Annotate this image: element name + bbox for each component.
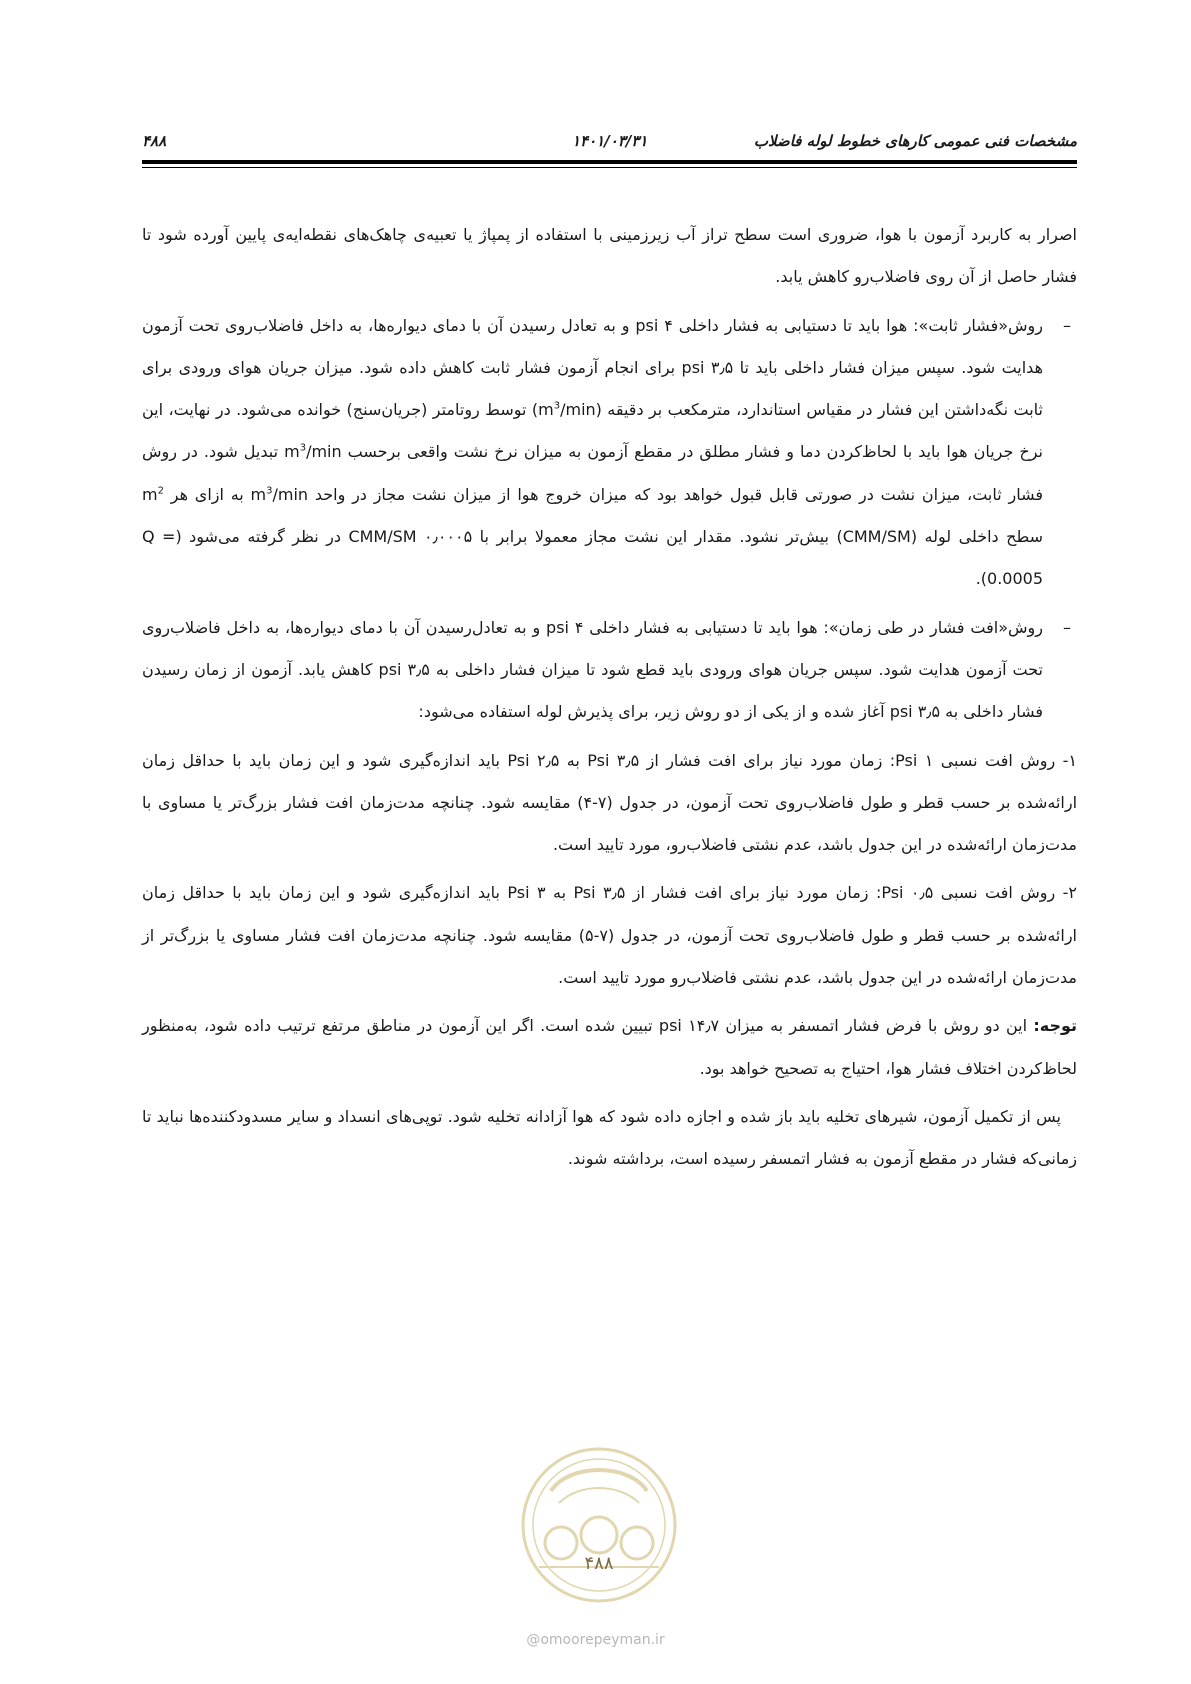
method-2: ۲- روش افت نسبی Psi ۰٫۵: زمان مورد نیاز برای افت فشار از Psi ۳٫۵ به Psi ۳ باید اندازه‌گیری شود و این زمان باید با حداقل زمان ارائه‌شده بر حسب قطر و طول فاضلاب‌روی تحت آزمون، در جدول (۷-۵) مقایسه شود. چنانچه مدت‌زمان افت فشار مساوی یا بزرگ‌تر از مدت‌زمان ارائه‌شده در این جدول باشد، عدم نشتی فاضلاب‌رو مورد تایید است. xyxy=(142,883,1078,988)
method-1: ۱- روش افت نسبی Psi ۱: زمان مورد نیاز برای افت فشار از Psi ۳٫۵ به Psi ۲٫۵ باید اندازه‌گیری شود و این زمان باید با حداقل زمان ارائه‌شده بر حسب قطر و طول فاضلاب‌روی تحت آزمون، در جدول (۷-۴) مقایسه شود. چنانچه مدت‌زمان افت فشار بزرگ‌تر یا مساوی با مدت‌زمان ارائه‌شده در این جدول باشد، عدم نشتی فاضلاب‌رو، مورد تایید است. xyxy=(142,750,1078,855)
note-label: توجه: xyxy=(1033,1016,1078,1036)
bullet-dash: – xyxy=(1063,617,1071,637)
bullet-dash: – xyxy=(1063,315,1071,335)
bullet-pressure-drop xyxy=(142,607,1077,734)
page-header xyxy=(142,128,1077,158)
paragraph-intro: اصرار به کاربرد آزمون با هوا، ضروری است سطح تراز آب زیرزمینی با استفاده از پمپاژ یا تعبیه‌ی چاهک‌های نقطه‌ایه‌ی پایین آورده شود تا فشار حاصل از آن روی فاضلاب‌رو کاهش یابد. xyxy=(142,225,1077,287)
seal-page-number: ۴۸۸ xyxy=(584,1553,614,1574)
paragraph-final: پس از تکمیل آزمون، شیرهای تخلیه باید باز شده و اجازه داده شود که هوا آزادانه تخلیه شود. توپی‌های انسداد و سایر مسدودکننده‌ها نباید تا زمانی‌که فشار در مقطع آزمون به فشار اتمسفر رسیده است، برداشته شوند. xyxy=(142,1106,1077,1169)
bullet-constant-pressure xyxy=(142,305,1077,601)
header-date: ۱۴۰۱/۰۳/۳۱ xyxy=(572,132,648,150)
body-text xyxy=(142,214,1077,1187)
bullet-constant-pressure-text: روش«فشار ثابت»: هوا باید تا دستیابی به فشار داخلی psi ۴ و به تعادل رسیدن آن با دمای دیواره‌ها، به داخل فاضلاب‌روی تحت آزمون هدایت شود. سپس میزان فشار داخلی باید تا psi ۳٫۵ برای انجام آزمون فشار ثابت کاهش داده شود. میزان جریان هوای ورودی برای ثابت نگه‌داشتن این فشار در مقیاس استاندارد، مترمکعب بر دقیقه $(m^3/\min)$ توسط روتامتر (جریان‌سنج) خوانده می‌شود. در نهایت، این نرخ جریان هوا باید با لحاظ‌کردن دما و فشار مطلق در مقطع آزمون به میزان نرخ نشت واقعی برحسب $m^3/\min$ تبدیل شود. در روش فشار ثابت، میزان نشت در صورتی قابل قبول خواهد بود که میزان خروج هوا از میزان نشت مجاز در واحد $m^3/\min$ به ازای هر $m^2$ سطح داخلی لوله (CMM/SM) بیش‌تر نشود. مقدار این نشت مجاز معمولا برابر با CMM/SM ۰٫۰۰۰۵ در نظر گرفته می‌شود (Q = 0.0005). xyxy=(142,315,1044,589)
note-text: این دو روش با فرض فشار اتمسفر به میزان psi ۱۴٫۷ تبیین شده است. اگر این آزمون در مناطق مرتفع ترتیب داده شود، به‌منظور لحاظ‌کردن اختلاف فشار هوا، احتیاج به تصحیح خواهد بود. xyxy=(142,1016,1077,1078)
bullet-pressure-drop-text: روش«افت فشار در طی زمان»: هوا باید تا دستیابی به فشار داخلی psi ۴ و به تعادل‌رسیدن آن با دمای دیواره‌ها، به داخل فاضلاب‌روی تحت آزمون هدایت شود. سپس جریان هوای ورودی باید قطع شود تا میزان فشار داخلی به psi ۳٫۵ کاهش یابد. آزمون از زمان رسیدن فشار داخلی به psi ۳٫۵ آغاز شده و از یکی از دو روش زیر، برای پذیرش لوله استفاده می‌شود: xyxy=(142,617,1044,722)
header-title: مشخصات فنی عمومی کارهای خطوط لوله فاضلاب xyxy=(753,132,1077,150)
footer-website: @omoorepeyman.ir xyxy=(526,1632,665,1648)
header-rule-thick xyxy=(142,160,1077,164)
note-paragraph xyxy=(142,1005,1077,1090)
seal-logo-icon xyxy=(499,1443,699,1608)
header-rule-thin xyxy=(142,167,1077,168)
header-page-number: ۴۸۸ xyxy=(142,132,167,150)
publisher-seal xyxy=(499,1443,699,1608)
